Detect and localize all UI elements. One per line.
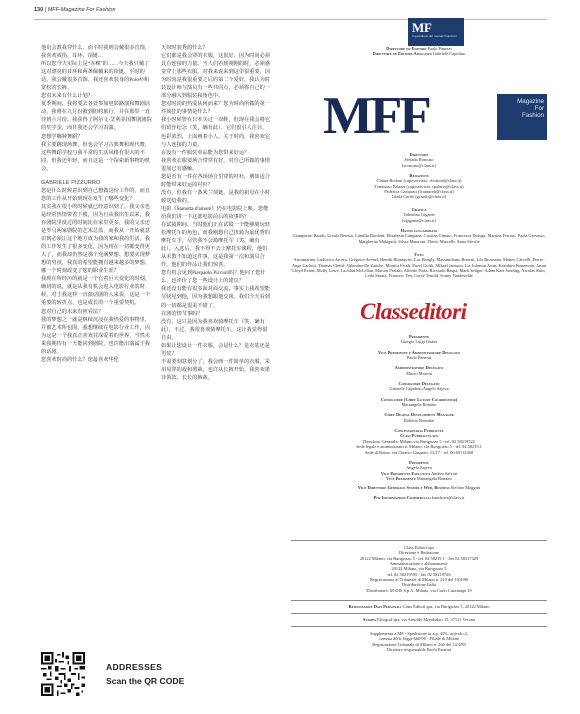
supplement-line: Direttore responsabile Paolo Panerai (386, 647, 452, 653)
credit-line: (sroncato@class.it) (402, 162, 436, 168)
address-line: Distributore: M-DIS S.p.A. Milano, via Carlo Cazzaniga 19 (366, 587, 472, 593)
credit-line: Angelo Sajeva (406, 465, 432, 471)
credit-line: Class Editori spa, via Burigozzo 5, 20122 Milano (402, 604, 490, 609)
masthead-address (291, 545, 547, 593)
question: 哪一个时刻改变了您的职业生涯？ (41, 268, 119, 275)
section-heading: Vice Presidente Esecutivo (380, 470, 431, 476)
para: 没有，但我有一条米兰项链，是我的祖母在小时候送给我的。 (161, 189, 270, 204)
address-line: Class Editori spa (404, 545, 434, 550)
section-heading: Chief Digital Development Manager (384, 412, 454, 418)
question: 您对未来有什么计划？ (41, 93, 93, 100)
para: 我的梦想之一就是继续沉浸在我热爱的事物里，并被艺术所包围。我想继续在电影行业工作，因为这是一个我真正喜欢并深爱着的世界，当然未来我期待有一天能回到剧院，也许能出演属于我的话剧。 (41, 316, 150, 355)
credit-line: Paolo Panerai (406, 355, 432, 361)
para: 我喜欢衣服要场合带穿有好，对自己所做的事情很加已有感触。 (161, 157, 270, 172)
masthead-top (291, 46, 547, 57)
address-line: tel. 02 58219595 - fax 02 58219726 (387, 571, 451, 577)
mf-tagline: Il quotidiano dei mercati finanziari (412, 34, 457, 38)
role-label: Direttore ed Editore Associato (372, 51, 432, 57)
credit-line: Astramarina, Ludovica Arcero, Grégoire Avenel, Henrik Blomqvist, Luc Boegly, Massimiliano Bonetti, Léa Brousean, Matteo Carcelli, Pierre-Ange Carlotti, Thomas Chéné, Valentina De Zanche, Monica Feudi, Pavel Golik, Mikael Jansson, Liz Johnson Artur, Kazuhiro Kanemoto, Jason Lloyd Evans, Molly Lowe, Lachlan McLellan, Marion Perlaki, Alfredo Piola, Riccardo Raspa, Mark Seliger, Adam Katz Sinding, Nicolas Sisto, Leila Smara, Francesc Ten, Corey Tenold, Sonny Vandevelde (291, 257, 547, 279)
address-line: Distribuzione Italia (401, 582, 437, 588)
address-line: 20122 Milano, via Burigozzo 5 (391, 566, 447, 572)
masthead-responsabile (291, 604, 547, 609)
mff-logo: MFF (323, 87, 429, 145)
credit-line: Valentina Gigante (403, 212, 435, 218)
page-number: 130 (34, 7, 44, 13)
person-name: Paolo Panerai (427, 46, 452, 51)
credit-line: Giada Cardo (gcardo@class.it) (391, 194, 447, 200)
addresses-label: ADDRESSES (106, 662, 163, 672)
credit-line: (vgigante@class.it) (401, 217, 437, 223)
mff-logo-band (497, 94, 547, 140)
credit-line: Mariangela Bonatto (401, 402, 437, 408)
para: 没有，这只是因为我喜欢骑摩托车（笑，确有此）。不过，我很喜欢骑摩托车，这让我觉得很自由。 (161, 318, 268, 341)
address-line: Amministrazione e abbonamenti: (389, 561, 449, 567)
credit-line: Mariangela Bonatto (416, 475, 452, 481)
para: 我现在所经历的就是一个有着巨大变化的时刻，确切的说，就是从我有机会进入电影行业的时候，对于我这样一直演话剧的人来说，这是一个重要的转折点，也是成长的一个重要契机。 (41, 276, 150, 307)
para: 它们都是我会穿的衣服，这很好，因为时尚必须具有连接的力量。当人们看到刚刚的时，必须感觉穿上那些衣服。对我来说来到这里很重要，因为时尚是我很重要之后的第二个爱好，我认为时装设计师与演员有一些共同点，必须将自己的一部分融入到服装和角色中。 (161, 53, 270, 100)
credit-line: Roberto Bernabò (403, 417, 435, 423)
interviewee-name: GABRIELE PIZZURRO (41, 179, 101, 186)
credit-line: Giampietro Baudo, Ursula Beretta, Camilla Bordoni, Elisabetta Campana, Cristina Cimato, Francesca Delogu, Martina Ferraro, Paola Gervasio, Margherita Malagutti, Silvia Manzoni, Flavio Marcelli, Anna Servile (292, 233, 546, 244)
credit-line: Gabriele Capolino,Angelo Sajeva (389, 386, 449, 392)
credit-line: Andrea Salvati (430, 470, 458, 476)
publication-name: MFF-Magazine For Fashion (47, 7, 116, 13)
section-heading: Consigliere Delegato (398, 381, 440, 387)
masthead-redazione (291, 173, 547, 200)
supplement-line: Registrazione Tribunale di Milano n. 266 del 14/4/89 (372, 641, 466, 647)
para: 在试镜期间，当时他们正在试镜一个能够骑玩轻松摩托车的角色，而我刚想自己扭骑为最优秀的摩托车手，尽管我不会骑摩托车（笑，确有此）。入选后，我不得不去上摩托车课程，他们从未教不知道这件事，这是我第一次和演员合作，他们的作品让我们惊喜。 (161, 222, 270, 269)
question: 在剧的情节事吗？ (161, 310, 203, 317)
credit-line: Federica Camurati (fcamurati@class.it) (384, 189, 454, 195)
credit-line: Tommaso Palazzi (caposervizio, tpalazzi@class.it) (374, 183, 464, 189)
address-line: 20122 Milano, via Burigozzo 5 - tel. 02 58219.1 - fax 02 58317429 (359, 555, 479, 561)
credit-line: Sede legale e amministrativa: Milano, via Burigozzo 5 - tel. 02.58219.1 (356, 444, 482, 450)
question: 您对自己的未来有何看法？ (41, 308, 104, 315)
question: 电影《Stanotta d'amore》仍在电影院上映。您能给我们讲一下这部电影前后的故事吗？ (161, 205, 269, 220)
supplement-line: comma 20/b, legge 662/96 - Filiale di Milano (379, 636, 459, 642)
para: 我还没有能有很多面对面交流，事实上我希望能尽快见到他，因为我想跟他交谈。我们今天看到的一切都是很美不错了。 (161, 286, 270, 309)
credit-line: Stefano Maggini (450, 485, 481, 491)
mf-side-logo (408, 18, 464, 46)
section-heading: Presidente (408, 334, 430, 339)
credit-line: Sede di Roma: via Ottavio Gasparri, 13/17 - tel. 06.69112368 (364, 449, 474, 455)
role-label: Direttore ed Editore (386, 46, 427, 51)
section-heading: Grafica (411, 207, 427, 212)
section-heading: Vice Direttore Generale Stampa e Web, Business (357, 485, 450, 491)
address-line: Direzione e Redazione (399, 550, 439, 556)
section-heading: Vice Presidente (386, 475, 416, 481)
address-line: Registrazione al Tribunale di Milano n. 210 del 19/4/86 (370, 577, 468, 583)
divider (291, 600, 547, 601)
header-rule (34, 19, 547, 20)
masthead-grafica (291, 207, 547, 223)
question: 您想学哪种舞蹈？ (41, 133, 83, 140)
section-heading: Redazione (409, 173, 429, 178)
qr-caption[interactable] (106, 662, 184, 686)
para: 我主要跳现场舞，但也会学习古典舞和现代舞，这些舞蹈学校与我平常的生活风格有很大的不同，但我还年轻，而且这是一个探索新事物的机会。 (41, 141, 150, 172)
para: 其实我在很小的时候就已经意识到了，我父亲也是经常热情带着下模，因为自从我出生以来，我在剧院里度过的时间比在家里更多，我的父亲还是罗马两家剧院的艺术总监，而我从一开始就意识到必须让这个地方成为我的家和我的生活。我的工作发生了很多变化，因为现在一切都变得更大了，而我却仍然是那个充满梦想、想要实现梦想的男孩，我真的希望能拥有越来越多的梦想。 (41, 203, 150, 267)
question: 您有机会见到Pierpaolo Piccioli吗？他问了您什么，也评价了您一些设计上的建议？ (161, 270, 266, 285)
section-heading: Foto (414, 252, 424, 257)
band-word: Fashion (521, 112, 544, 119)
masthead-corporate (291, 334, 547, 500)
question: 您喜欢时尚的什么？您最喜欢华伦 (41, 356, 119, 363)
credit-line: Elcograf spa, via Arnoldo Mondadori 15, 37131 Verona (377, 617, 475, 622)
masthead-collaboratori (291, 228, 547, 244)
section-heading: Presidente (408, 459, 430, 465)
para: 不需要刻意划分了，我会画一件简单的衣服，采用易穿的戏和剪裁，也许从长裤开始。我喜欢墨菲领款、长长的裤裁。 (161, 358, 270, 381)
section-heading: Amministratore Delegato (394, 365, 444, 371)
section-subheading: Class Pubblicità spa (400, 433, 438, 439)
para: 所以您今天实际上是“赤裸”的……今天我只戴了这对漂亮的耳环和两条佩戴来的项链。平时的话，我会戴很多首饰。我还喜欢装身的Polo衫和宽松的长裤。 (41, 61, 150, 92)
question: 您是什么时候意识到自己想做这份工作的，而且您的工作从开始到现在发生了哪些变化？ (41, 187, 150, 202)
supplement-line: Supplemento a MF - Spedizione in a.p. 45%, articolo 2, (370, 631, 468, 636)
section-heading: Consigliere (Chief Luxury Coordinator) (380, 396, 458, 402)
divider (291, 540, 547, 541)
classeditori-logo (360, 299, 480, 329)
article-column-2 (161, 44, 272, 680)
qr-code[interactable] (41, 652, 85, 696)
section-heading: Concessionaria Pubblicità (394, 428, 444, 434)
question: 如果让您设计一件衣服，会是什么？是衣装还是男装？ (161, 342, 270, 357)
article-column-1 (41, 44, 152, 656)
question: 您是否有一件在各场场合里穿的衬衫，例如适合时能带来好运的衬衫？ (161, 173, 270, 188)
mf-logo-text: MF (412, 20, 432, 35)
credit-line: Direzione Generale: Milano,via Burigozzo 5 - tel. 02 58219522 (363, 438, 475, 444)
contact-email[interactable]: kanchieri@class.it (431, 494, 465, 500)
masthead-stampa (291, 617, 547, 622)
masthead-foto (291, 252, 547, 279)
section-heading: Stampa (363, 617, 377, 622)
person-name: Gabriele Capolino (433, 51, 466, 57)
class-logo-text: Classeditori (360, 299, 467, 324)
masthead-direttore (291, 152, 547, 168)
question: 在没有一件服装单品能为您带来好运？ (161, 149, 250, 156)
credit-line: Giorgio Luigi Guatri (400, 339, 438, 345)
credit-line: Chiara Bottoni (caposervizio, cbottoni@class.it) (376, 178, 462, 184)
section-heading: Hanno collaborato (400, 228, 438, 233)
section-heading: Vice Presidente e Amministratore Delegato (378, 349, 460, 355)
para: 夏季期间，我将要去各处参加电影路演和舞剧活动，我将在九月份被到纽约旅行，并在那里一直待到六月份。我获得了阿尔文·艾利美国舞剧剧院的奖学金，而且我还会学习表演。 (41, 101, 152, 132)
section-heading: Per Informazioni Commerciali (373, 494, 431, 500)
para: 我小时候曾在日本买过一双鞋，但现在我会将它们留作纪念（笑，确有此）。它们很引人注目，色彩浓烈，上面画着小人。关于时尚，我喜欢它与人连接的力量。 (161, 117, 270, 148)
masthead-supplement (291, 631, 547, 652)
scan-qr-label: Scan the QR CODE (106, 676, 185, 686)
divider (291, 626, 547, 627)
band-word: For (534, 105, 544, 112)
para: 他们会教我穿什么、而平时我则会戴很多首饰，我喜欢戒指、耳环、项链… (41, 45, 150, 60)
credit-line: Marco Moroni (406, 370, 432, 376)
question: 您对时尚的热爱从何而来？您为时尚所做的第一件疯狂的事情是什么？ (161, 101, 270, 116)
band-word: Magazine (517, 98, 544, 105)
credit-line: Stefano Roncato (404, 157, 434, 163)
section-heading: Responsabile Dati Personali (348, 604, 402, 609)
section-heading: Direttore (409, 152, 429, 157)
divider (291, 613, 547, 614)
para: 天奴时装秀的什么？ (161, 45, 208, 51)
page-header: 130 | MFF-Magazine For Fashion (34, 7, 116, 13)
